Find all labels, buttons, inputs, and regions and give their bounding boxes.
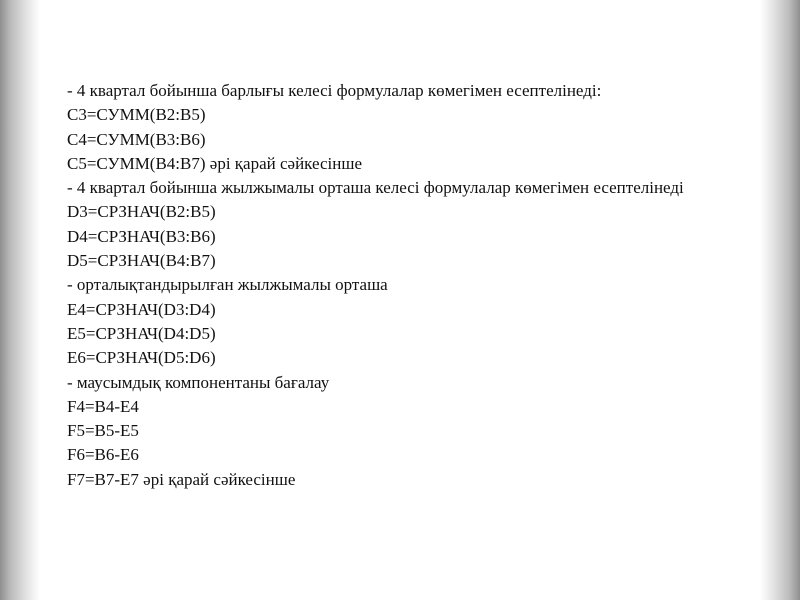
formula-e6: E6=СРЗНАЧ(D5:D6) [67,348,216,368]
slide-right-shadow [760,0,800,600]
formula-c3: C3=СУММ(B2:B5) [67,105,206,125]
formula-c4: C4=СУММ(B3:B6) [67,129,206,149]
formula-e4: E4=СРЗНАЧ(D3:D4) [67,299,216,319]
formula-f6: F6=B6-E6 [67,445,139,465]
slide-body-text [67,79,747,492]
heading-centered-moving-average: - орталықтандырылған жылжымалы орташа [67,275,388,295]
heading-total-4-quarters: - 4 квартал бойынша барлығы келесі формулалар көмегімен есептелінеді: [67,81,602,100]
formula-d4: D4=СРЗНАЧ(B3:B6) [67,226,216,246]
heading-moving-average: - 4 квартал бойынша жылжымалы орташа келесі формулалар көмегімен есептелінеді [67,178,684,198]
formula-f5: F5=B5-E5 [67,421,139,441]
formula-d3: D3=СРЗНАЧ(B2:B5) [67,202,216,222]
formula-f7: F7=B7-E7 әрі қарай сәйкесінше [67,469,296,489]
slide-left-shadow [0,0,40,600]
formula-d5: D5=СРЗНАЧ(B4:B7) [67,251,216,271]
formula-c5: C5=СУММ(B4:B7) әрі қарай сәйкесінше [67,153,362,173]
formula-e5: E5=СРЗНАЧ(D4:D5) [67,323,216,343]
heading-seasonal-component: - маусымдық компонентаны бағалау [67,372,330,392]
formula-f4: F4=B4-E4 [67,396,139,416]
